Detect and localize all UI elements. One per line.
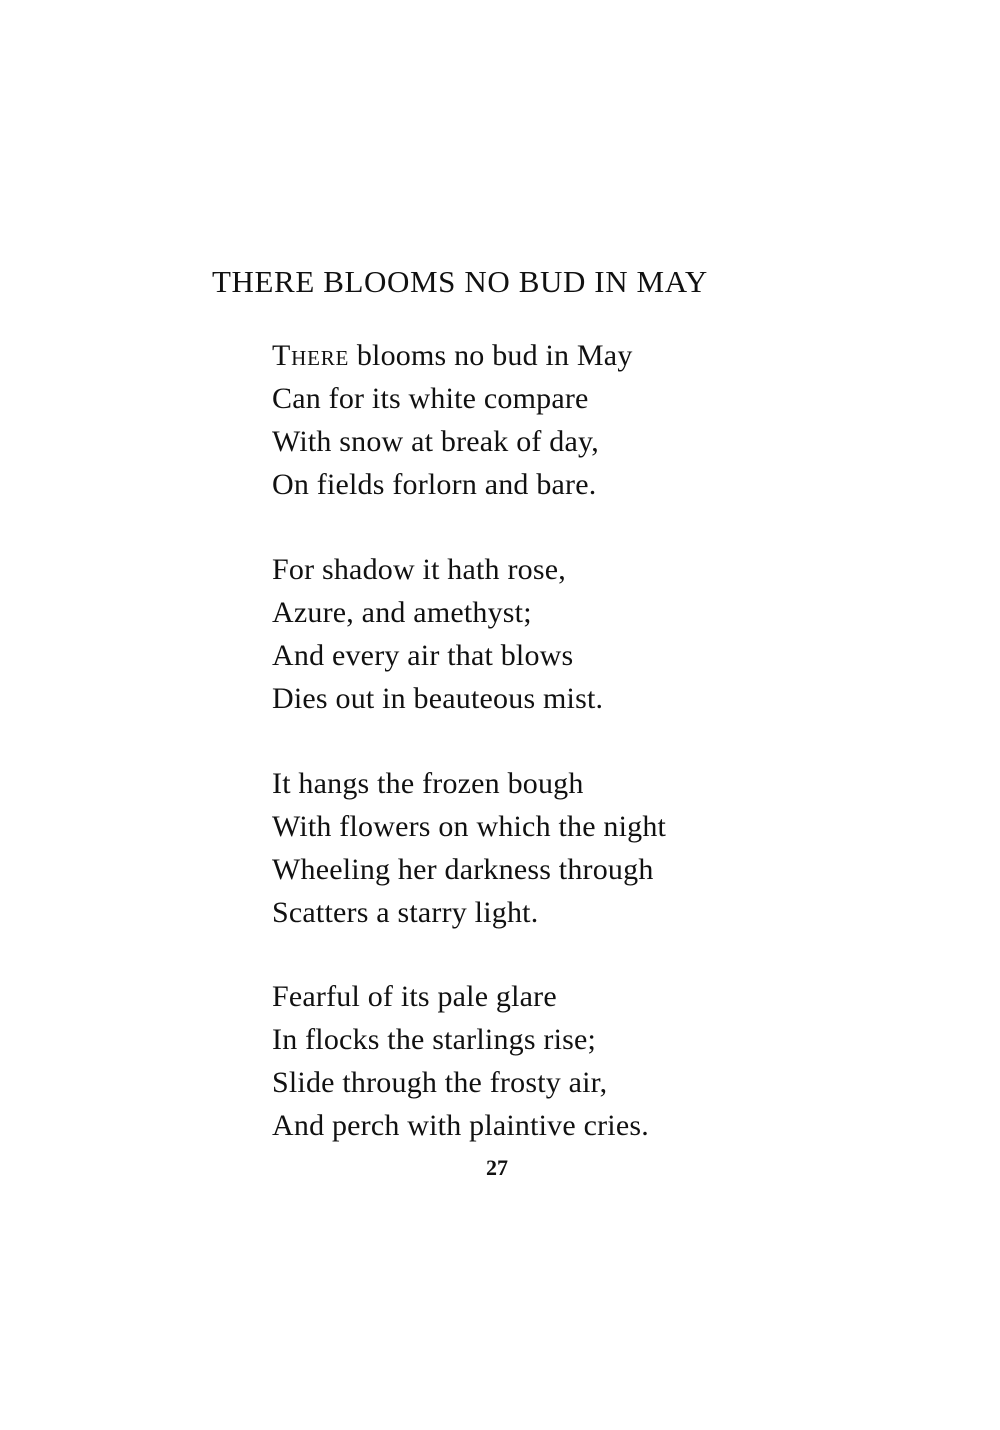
stanza-3 (272, 762, 832, 934)
poem-line: Wheeling her darkness through (272, 853, 654, 886)
poem-line: In flocks the starlings rise; (272, 1023, 597, 1056)
poem-line-text: blooms no bud in May (349, 339, 633, 372)
poem-line: Fearful of its pale glare (272, 980, 557, 1013)
page-number: 27 (486, 1155, 508, 1180)
poem-line: Can for its white compare (272, 382, 589, 415)
poem-line: Dies out in beauteous mist. (272, 682, 604, 715)
poem-line: And perch with plaintive cries. (272, 1109, 649, 1142)
poem-line: With snow at break of day, (272, 425, 599, 458)
stanza-2 (272, 548, 832, 720)
poem-line: It hangs the frozen bough (272, 767, 584, 800)
poem-line: Slide through the frosty air, (272, 1066, 608, 1099)
poem-line: Azure, and amethyst; (272, 596, 532, 629)
poem-line: For shadow it hath rose, (272, 553, 566, 586)
stanza-4 (272, 975, 832, 1147)
stanza-1 (272, 334, 832, 506)
poem-line (272, 334, 832, 377)
poem-line: Scatters a starry light. (272, 896, 539, 929)
poem-line: With flowers on which the night (272, 810, 667, 843)
poem-title: THERE BLOOMS NO BUD IN MAY (212, 264, 708, 299)
opening-small-caps-word: There (272, 339, 350, 372)
poem-line: And every air that blows (272, 639, 574, 672)
poem-line: On fields forlorn and bare. (272, 468, 597, 501)
